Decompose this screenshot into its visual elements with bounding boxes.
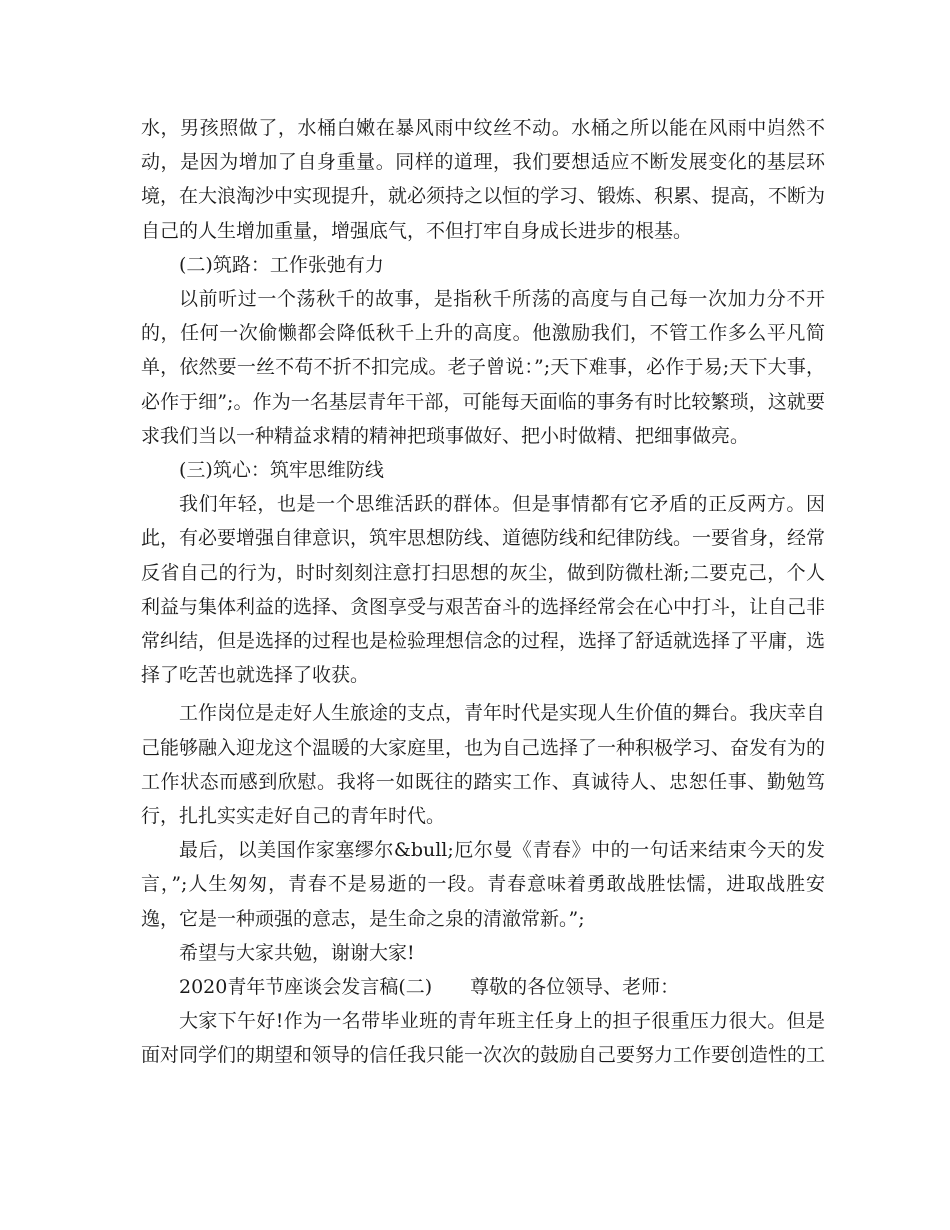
section-heading: (三)筑心：筑牢思维防线 (179, 459, 384, 482)
section-heading: (二)筑路：工作张弛有力 (179, 253, 384, 276)
speech-title: 2020青年节座谈会发言稿(二) 尊敬的各位领导、老师： (179, 976, 680, 999)
body-paragraph: 水，男孩照做了，水桶白嫩在暴风雨中纹丝不动。水桶之所以能在风雨中岿然不动，是因为增加了自身重量。同样的道理，我们要想适应不断发展变化的基层环境，在大浪淘沙中实现提升，就必须持之以恒的学习、锻炼、积累、提高，不断为自己的人生增加重量，增强底气，不但打牢自身成长进步的根基。 (141, 117, 826, 242)
closing-line: 希望与大家共勉，谢谢大家! (179, 941, 415, 964)
body-paragraph: 工作岗位是走好人生旅途的支点，青年时代是实现人生价值的舞台。我庆幸自己能够融入迎龙这个温暖的大家庭里，也为自己选择了一种积极学习、奋发有为的工作状态而感到欣慰。我将一如既往的踏实工作、真诚待人、忠恕任事、勤勉笃行，扎扎实实走好自己的青年时代。 (141, 702, 826, 828)
body-paragraph: 大家下午好!作为一名带毕业班的青年班主任身上的担子很重压力很大。但是面对同学们的期望和领导的信任我只能一次次的鼓励自己要努力工作要创造性的工 (141, 1010, 826, 1067)
body-paragraph: 以前听过一个荡秋千的故事，是指秋千所荡的高度与自己每一次加力分不开的，任何一次偷懒都会降低秋千上升的高度。他激励我们，不管工作多么平凡简单，依然要一丝不苟不折不扣完成。老子曾说：”;天下难事，必作于易;天下大事，必作于细”;。作为一名基层青年干部，可能每天面临的事务有时比较繁琐，这就要求我们当以一种精益求精的精神把琐事做好、把小时做精、把细事做亮。 (141, 288, 825, 447)
body-paragraph: 我们年轻，也是一个思维活跃的群体。但是事情都有它矛盾的正反两方。因此，有必要增强自律意识，筑牢思想防线、道德防线和纪律防线。一要省身，经常反省自己的行为，时时刻刻注意打扫思想的灰尘，做到防微杜渐;二要克己，个人利益与集体利益的选择、贪图享受与艰苦奋斗的选择经常会在心中打斗，让自己非常纠结，但是选择的过程也是检验理想信念的过程，选择了舒适就选择了平庸，选择了吃苦也就选择了收获。 (141, 493, 826, 687)
body-paragraph: 最后，以美国作家塞缪尔&bull;厄尔曼《青春》中的一句话来结束今天的发言，”;人生匆匆，青春不是易逝的一段。青春意味着勇敢战胜怯懦，进取战胜安逸，它是一种顽强的意志，是生命之泉的清澈常新。”; (141, 839, 825, 930)
document-body (141, 111, 825, 1073)
